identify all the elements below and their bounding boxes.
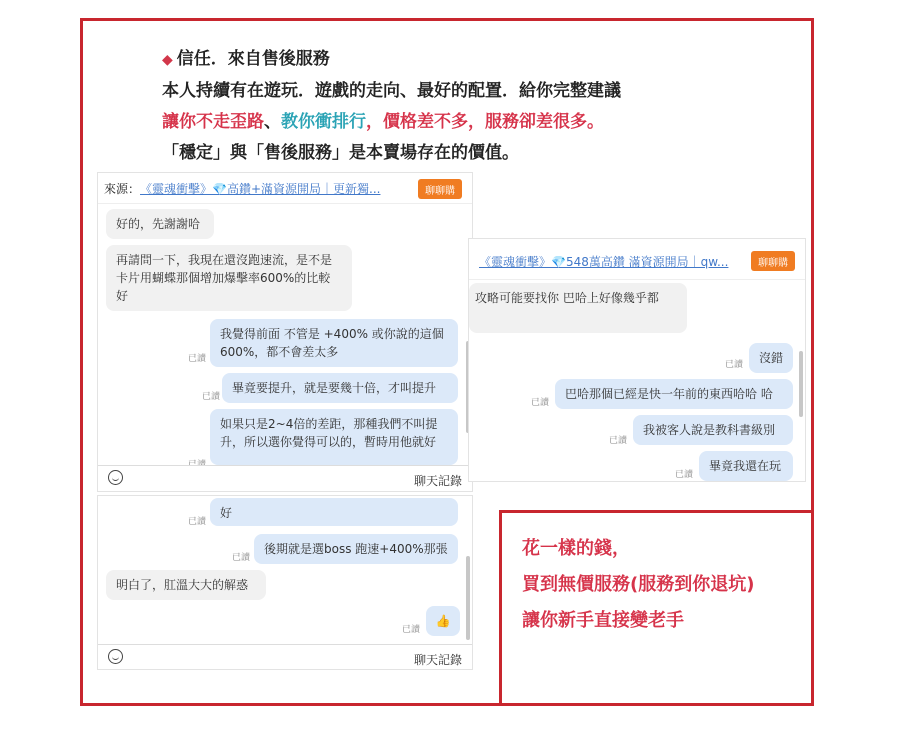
chat-history-link[interactable]: 聊天記錄 [413,653,462,667]
chat-message: 明白了，肛溫大大的解惑 [106,570,266,600]
chat-history-link[interactable]: 聊天記錄 [413,474,462,488]
read-receipt: 已讀 [188,517,207,527]
chat-panel-3 [468,238,806,482]
chat-message: 畢竟要提升，就是要幾十倍，才叫提升 [222,373,458,403]
chat-message: 攻略可能要找你 巴哈上好像幾乎都 [469,283,687,333]
intro-line-2: 本人持續有在遊玩．遊戲的走向、最好的配置．給你完整建議 [162,81,621,101]
promo-line-1: 花一樣的錢， [522,538,630,559]
source-link[interactable]: 《靈魂衝擊》💎548萬高鑽 滿資源開局｜qw... [479,254,729,269]
intro-line-4: 「穩定」與「售後服務」是本賣場存在的價值。 [162,143,519,163]
intro-heading: 信任．來自售後服務 [176,49,330,69]
read-receipt: 已讀 [609,436,628,446]
intro-text [162,44,621,169]
chat-message: 好的，先謝謝哈 [106,209,214,239]
chat-buy-badge[interactable]: 聊聊購 [751,251,795,271]
chat-message: 好 [210,498,458,526]
chat-footer [98,465,472,492]
chat-source-bar [98,173,472,204]
source-link[interactable]: 《靈魂衝擊》💎高鑽+滿資源開局｜更新獨... [140,181,381,196]
read-receipt: 已讀 [725,360,744,370]
read-receipt: 已讀 [232,553,251,563]
thumbs-up-icon: 👍 [426,606,460,636]
chat-message: 如果只是2~4倍的差距，那種我們不叫提升，所以選你覺得可以的，暫時用他就好 [210,409,458,465]
read-receipt: 已讀 [402,625,421,635]
chat-message: 再請問一下，我現在還沒跑速流，是不是卡片用蝴蝶那個增加爆擊率600%的比較好 [106,245,352,311]
read-receipt: 已讀 [188,354,207,364]
read-receipt: 已讀 [202,392,221,402]
promo-box [499,510,814,706]
smiley-icon[interactable] [108,649,123,664]
promo-line-3: 讓你新手直接變老手 [522,610,684,631]
promo-line-2: 買到無價服務(服務到你退坑) [522,574,755,595]
chat-message: 我被客人說是教科書級別 [633,415,793,445]
scrollbar[interactable] [799,351,803,417]
chat-buy-badge[interactable]: 聊聊購 [418,179,462,199]
red-diamond-bullet-icon: ◆ [162,52,173,68]
read-receipt: 已讀 [675,470,694,480]
chat-message: 沒錯 [749,343,793,373]
chat-panel-1 [97,172,473,492]
smiley-icon[interactable] [108,470,123,485]
chat-panel-2 [97,495,473,670]
intro-line-3: 讓你不走歪路、教你衝排行，價格差不多，服務卻差很多。 [162,112,604,132]
chat-message: 後期就是選boss 跑速+400%那張 [254,534,458,564]
chat-message: 畢竟我還在玩 [699,451,793,481]
chat-message: 巴哈那個已經是快一年前的東西哈哈 哈 [555,379,793,409]
scrollbar[interactable] [466,556,470,640]
source-label: 來源： [104,181,141,196]
chat-message: 我覺得前面 不管是 +400% 或你說的這個600%，都不會差太多 [210,319,458,367]
read-receipt: 已讀 [531,398,550,408]
chat-footer [98,644,472,670]
